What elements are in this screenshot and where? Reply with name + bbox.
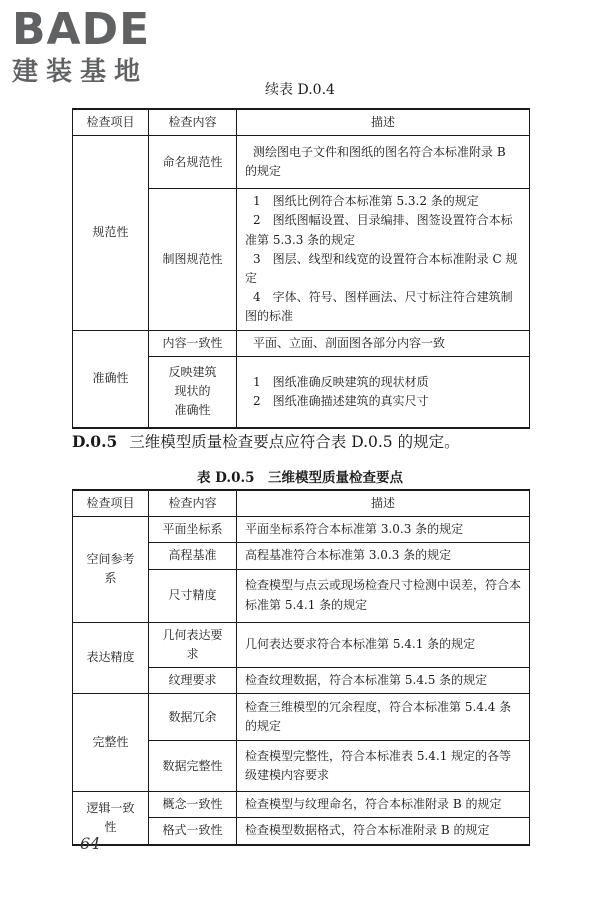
col-header-item: 检查项目 [73,490,149,517]
table-row [73,694,530,741]
check-description [237,189,530,330]
content-line: 现状的 [174,384,211,399]
table-row [73,622,530,667]
table-row [73,792,530,818]
description-line: 1 图纸准确反映建筑的现状材质 [253,374,429,389]
page-number: 64 [80,834,101,853]
col-header-description: 描述 [237,490,530,517]
check-description: 平面坐标系符合本标准第 3.0.3 条的规定 [237,517,530,543]
continued-table-title: 续表 D.0.4 [265,82,335,98]
col-header-item: 检查项目 [73,109,149,136]
check-content: 平面坐标系 [149,517,237,543]
table-d05 [72,489,530,846]
check-content: 尺寸精度 [149,569,237,622]
col-header-content: 检查内容 [149,109,237,136]
content-line: 准确性 [174,403,211,418]
check-description: 检查模型完整性，符合本标准表 5.4.1 规定的各等级建模内容要求 [237,741,530,792]
description-line: 4 字体、符号、图样画法、尺寸标注符合建筑制图的标准 [245,290,513,324]
section-d05-statement [72,430,460,452]
description-line: 2 图纸图幅设置、目录编排、图签设置符合本标准第 5.3.3 条的规定 [245,213,513,247]
check-content: 概念一致性 [149,792,237,818]
bade-logo [12,4,177,88]
check-content: 高程基准 [149,543,237,569]
col-header-content: 检查内容 [149,490,237,517]
description-line: 2 图纸准确描述建筑的真实尺寸 [253,393,429,408]
check-description: 检查模型数据格式，符合本标准附录 B 的规定 [237,818,530,845]
description-line: 平面、立面、剖面图各部分内容一致 [253,335,446,350]
table-header-row [73,490,530,517]
check-content: 数据完整性 [149,741,237,792]
check-content [149,356,237,428]
check-item: 准确性 [73,330,149,428]
check-content: 制图规范性 [149,189,237,330]
table-row [73,517,530,543]
description-line: 3 图层、线型和线宽的设置符合本标准附录 C 规定 [245,251,518,285]
check-description: 几何表达要求符合本标准第 5.4.1 条的规定 [237,622,530,667]
table-d05-title: 表 D.0.5 三维模型质量检查要点 [196,470,404,486]
check-description: 检查纹理数据，符合本标准第 5.4.5 条的规定 [237,667,530,693]
description-line: 测绘图电子文件和图纸的图名符合本标准附录 B 的规定 [245,145,506,179]
logo-wordmark: BADE [12,4,151,55]
table-row [73,330,530,356]
check-description [237,136,530,189]
check-description: 检查模型与点云或现场检查尺寸检测中误差，符合本标准第 5.4.1 条的规定 [237,569,530,622]
check-item: 规范性 [73,136,149,330]
check-content: 内容一致性 [149,330,237,356]
table-row [73,136,530,189]
check-content: 数据冗余 [149,694,237,741]
logo-subtitle: 建装基地 [12,57,149,87]
description-line: 1 图纸比例符合本标准第 5.3.2 条的规定 [253,194,479,209]
check-description [237,356,530,428]
check-description [237,330,530,356]
check-content: 几何表达要求 [149,622,237,667]
col-header-description: 描述 [237,109,530,136]
table-header-row [73,109,530,136]
check-description: 高程基准符合本标准第 3.0.3 条的规定 [237,543,530,569]
check-description: 检查三维模型的冗余程度，符合本标准第 5.4.4 条的规定 [237,694,530,741]
check-content: 命名规范性 [149,136,237,189]
section-text: 三维模型质量检查要点应符合表 D.0.5 的规定。 [129,433,460,451]
check-description: 检查模型与纹理命名，符合本标准附录 B 的规定 [237,792,530,818]
check-item: 空间参考系 [73,517,149,622]
content-line: 反映建筑 [168,364,217,379]
check-item: 表达精度 [73,622,149,694]
section-number: D.0.5 [72,432,118,451]
table-d04-continued [72,108,530,429]
check-content: 格式一致性 [149,818,237,845]
check-item: 完整性 [73,694,149,792]
check-content: 纹理要求 [149,667,237,693]
check-item: 逻辑一致性 [73,792,149,845]
